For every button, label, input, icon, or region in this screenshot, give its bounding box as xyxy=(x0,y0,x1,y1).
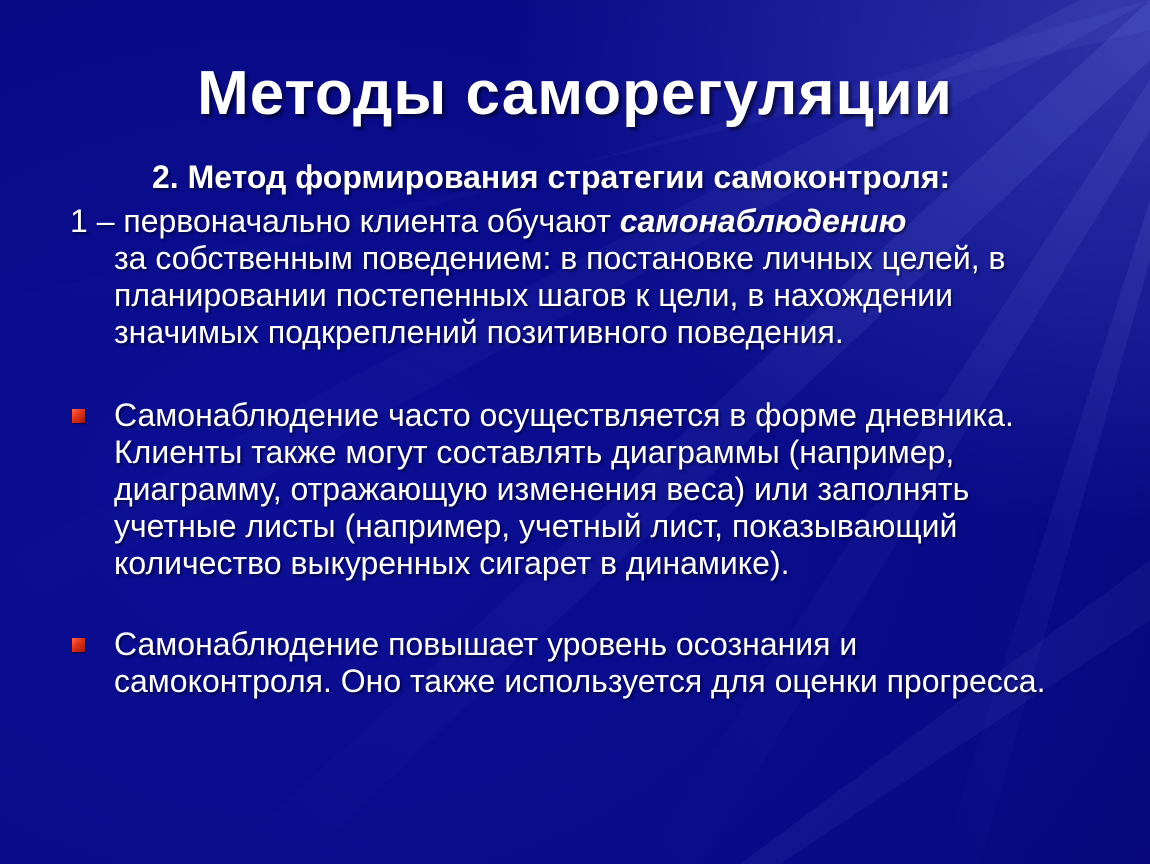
intro-prefix: 1 – первоначально клиента обучают xyxy=(70,203,620,239)
bullet-text: Самонаблюдение часто осуществляется в форме дневника. Клиенты также могут составлять диаграммы (например, диаграмму, отражающую изменения веса) или заполнять учетные листы (например, учетный лист, показывающий количество выкуренных сигарет в динамике). xyxy=(114,397,1014,581)
intro-emphasis: самонаблюдению xyxy=(619,203,907,239)
slide-title: Методы саморегуляции xyxy=(197,59,953,128)
intro-rest: за собственным поведением: в постановке личных целей, в планировании постепенных шагов к цели, в нахождении значимых подкреплений позитивного поведения. xyxy=(114,240,1006,350)
bullet-item xyxy=(70,626,1080,700)
square-bullet-icon xyxy=(72,638,85,652)
bullet-text: Самонаблюдение повышает уровень осознания и самоконтроля. Оно также используется для оценки прогресса. xyxy=(114,626,1046,699)
slide-subtitle: 2. Метод формирования стратегии самоконтроля: xyxy=(152,159,951,195)
intro-first-line xyxy=(70,203,906,239)
intro-paragraph xyxy=(70,203,1080,351)
square-bullet-icon xyxy=(72,409,85,423)
bullet-item xyxy=(70,397,1080,582)
